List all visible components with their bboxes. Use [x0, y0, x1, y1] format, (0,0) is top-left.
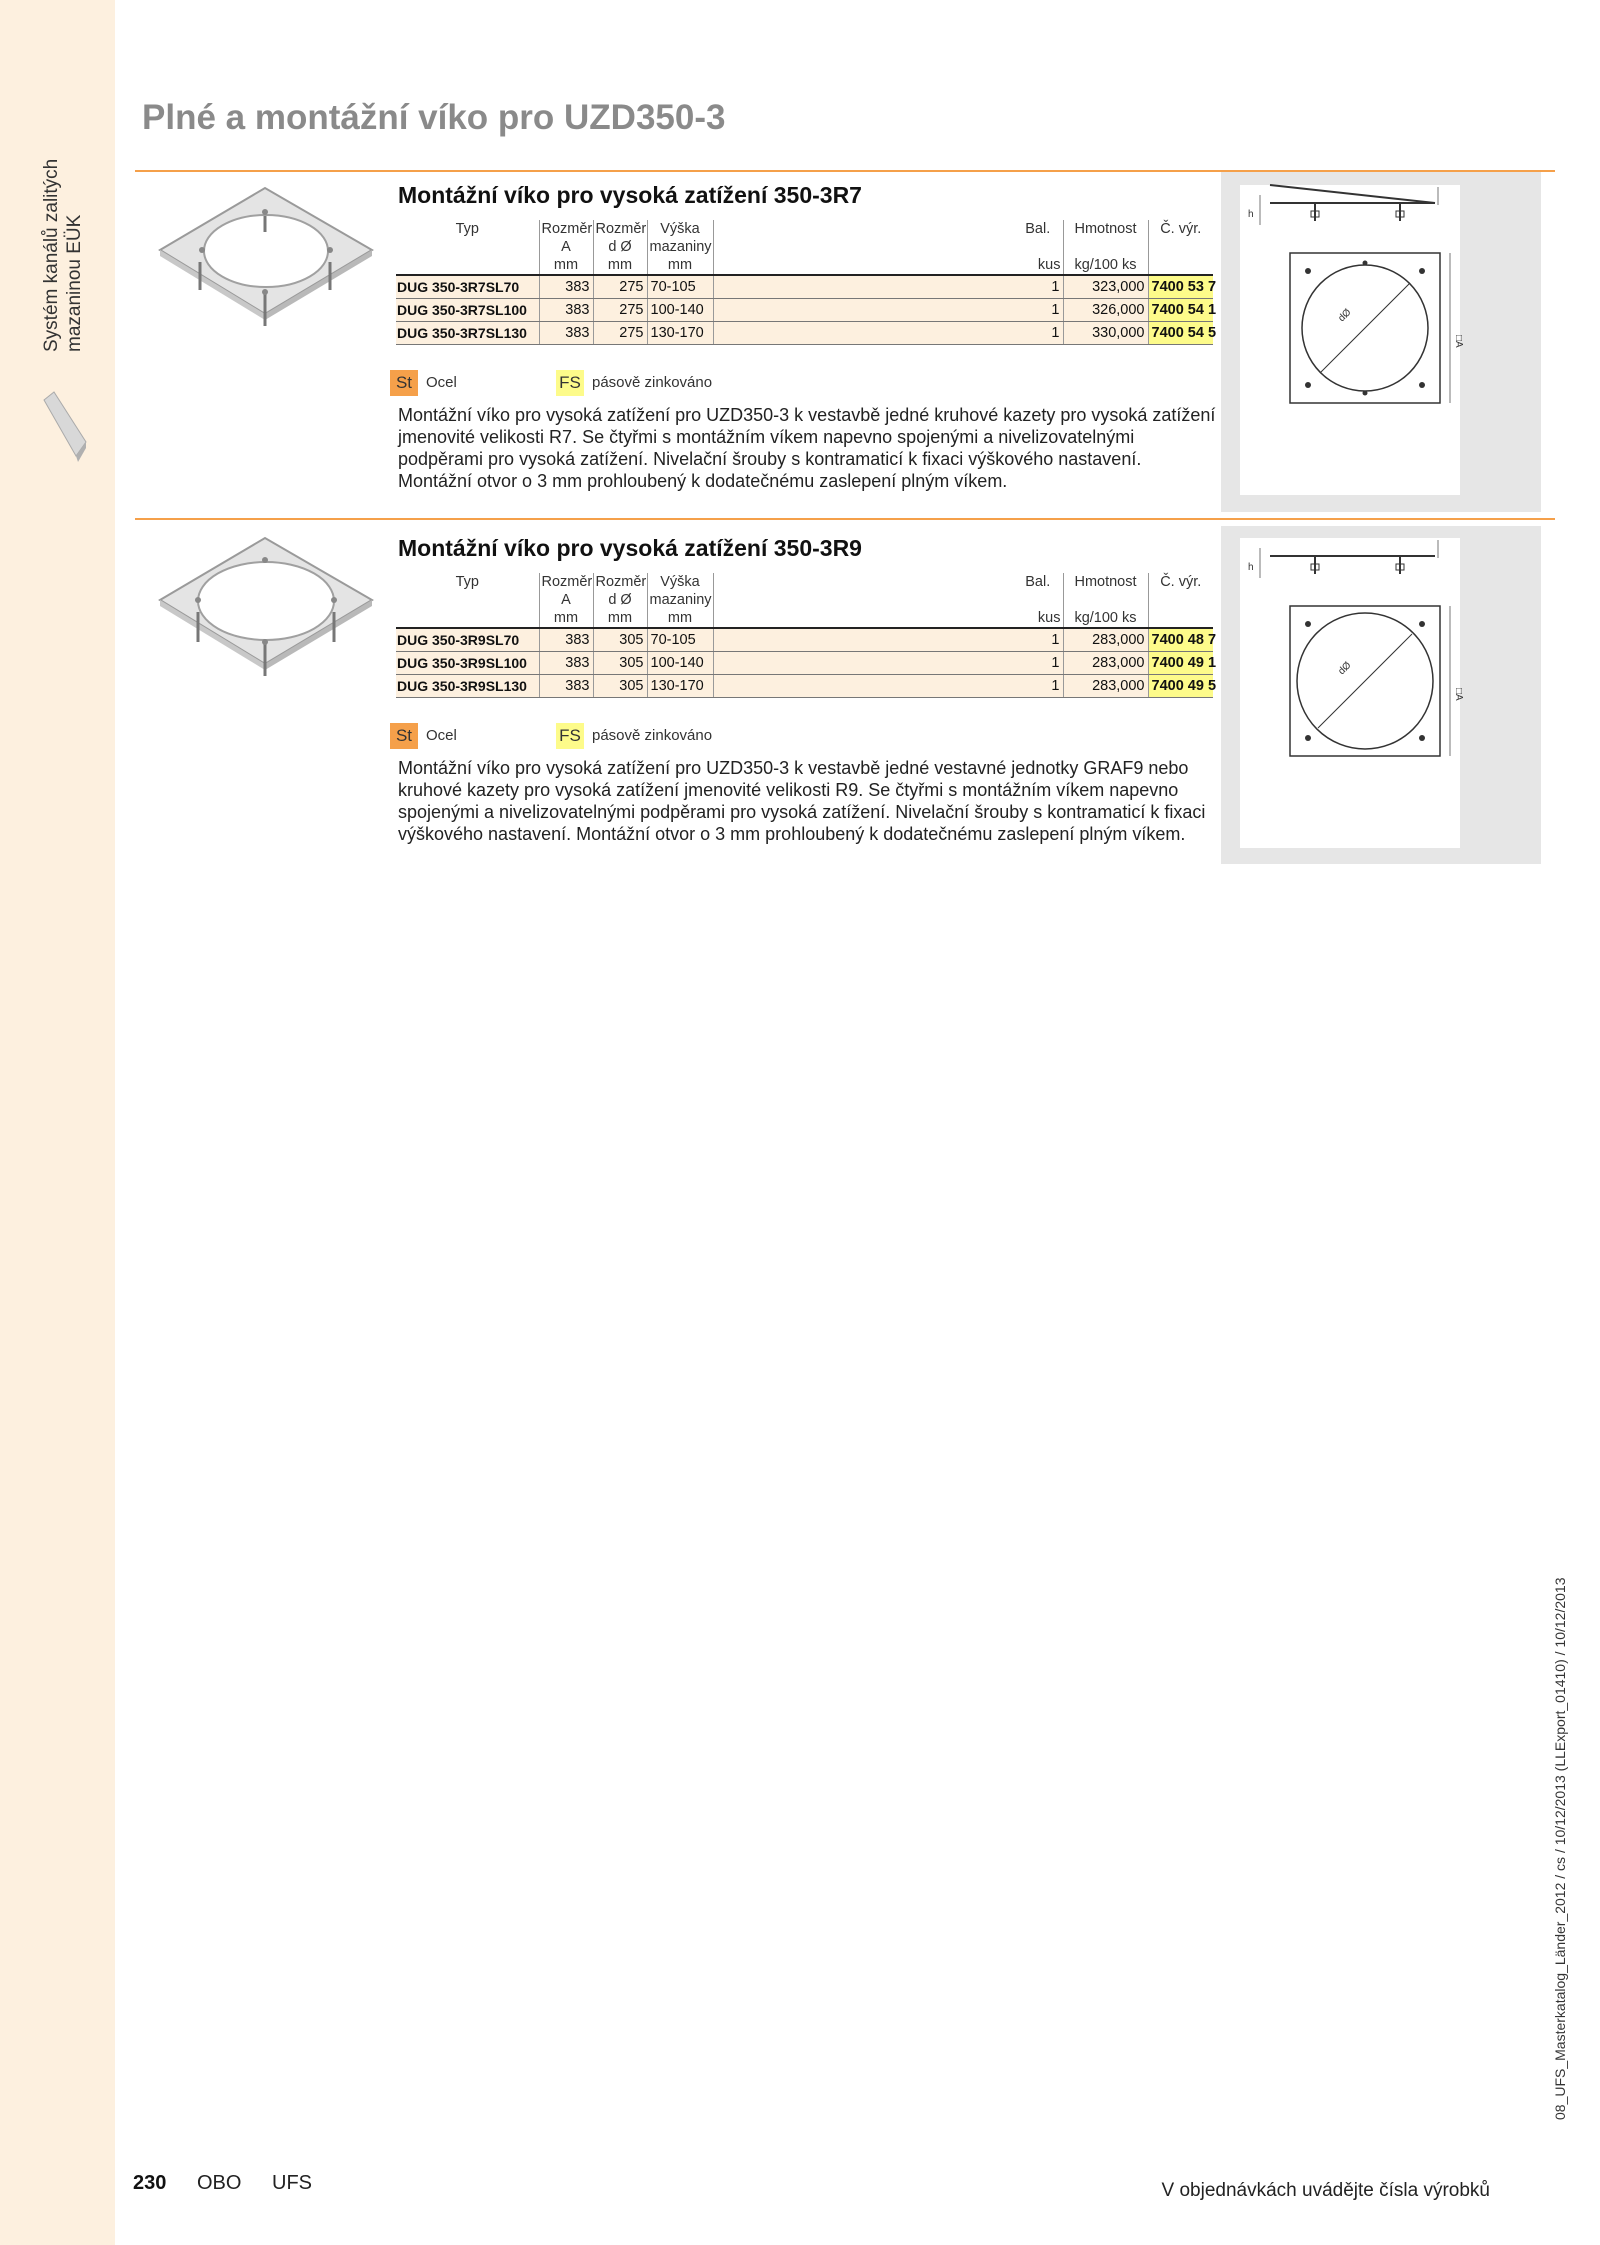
unit-hmotnost: kg/100 ks: [1063, 256, 1148, 275]
col-typ: Typ: [455, 221, 479, 237]
section-title: Montážní víko pro vysoká zatížení 350-3R9: [398, 535, 862, 561]
material-badge-fs: FS: [556, 370, 584, 396]
cell-cvyr: 7400 49 1: [1148, 652, 1213, 675]
dim-label-h: h: [1248, 562, 1254, 573]
product-photo-r9: [140, 530, 390, 680]
cell-vyska: 100-140: [647, 652, 713, 675]
unit-d: mm: [593, 256, 647, 275]
cell-cvyr: 7400 54 5: [1148, 322, 1213, 345]
page-number: 230: [133, 2172, 167, 2194]
cell-d: 305: [593, 652, 647, 675]
cell-typ: DUG 350-3R7SL100: [396, 299, 539, 322]
col-vyska: Výška mazaniny: [647, 573, 713, 609]
footer-brand: OBO: [197, 2172, 242, 2194]
cell-cvyr: 7400 48 7: [1148, 628, 1213, 652]
unit-d: mm: [593, 609, 647, 628]
sidebar-category: [40, 22, 86, 352]
material-legend: [390, 723, 790, 753]
spec-table-r7: [396, 220, 1217, 345]
cell-cvyr: 7400 54 1: [1148, 299, 1213, 322]
cell-hmotnost: 326,000: [1063, 299, 1148, 322]
table-row: [396, 675, 1213, 698]
material-badge-fs: FS: [556, 723, 584, 749]
cell-bal: 1: [1013, 652, 1063, 675]
unit-hmotnost: kg/100 ks: [1063, 609, 1148, 628]
technical-drawing-r9: [1240, 538, 1464, 848]
unit-vyska: mm: [647, 256, 713, 275]
cell-bal: 1: [1013, 322, 1063, 345]
col-hmotnost: Hmotnost: [1063, 220, 1148, 256]
footer-note: V objednávkách uvádějte čísla výrobků: [1161, 2180, 1490, 2201]
product-description: Montážní víko pro vysoká zatížení pro UZD350-3 k vestavbě jedné vestavné jednotky GRAF9 nebo kruhové kazety pro vysoká zatížení jmenovité velikosti R9. Se čtyřmi s montážním víkem napevno spojenými a nivelizovatelnými podpěrami pro vysoká zatížení. Nivelační šrouby s kontramaticí k fixaci výškového nastavení. Montážní otvor o 3 mm prohloubený k dodatečnému zaslepení plným víkem.: [398, 758, 1206, 844]
material-badge-st: St: [390, 723, 418, 749]
cell-d: 275: [593, 322, 647, 345]
cell-d: 305: [593, 628, 647, 652]
technical-drawing-r7: [1240, 185, 1464, 495]
spec-table-r9: [396, 573, 1217, 698]
dim-label-a: □A: [1453, 335, 1464, 348]
material-legend: [390, 370, 790, 400]
col-cvyr: Č. výr.: [1148, 573, 1213, 609]
cell-hmotnost: 283,000: [1063, 675, 1148, 698]
col-rozmer-a: Rozměr A: [539, 220, 593, 256]
page-title: Plné a montážní víko pro UZD350-3: [142, 98, 726, 137]
cell-d: 275: [593, 275, 647, 299]
table-row: [396, 628, 1213, 652]
col-bal: Bal.: [1025, 221, 1051, 237]
cell-typ: DUG 350-3R9SL100: [396, 652, 539, 675]
unit-vyska: mm: [647, 609, 713, 628]
col-vyska: Výška mazaniny: [647, 220, 713, 256]
material-label-fs: pásově zinkováno: [592, 726, 713, 744]
sidebar-category-line2: mazaninou EÜK: [64, 214, 85, 352]
col-hmotnost: Hmotnost: [1063, 573, 1148, 609]
cell-a: 383: [539, 652, 593, 675]
footer-product-line: UFS: [272, 2172, 312, 2194]
channel-icon: [40, 390, 88, 462]
dim-label-d: dØ: [1336, 306, 1354, 325]
cell-typ: DUG 350-3R9SL130: [396, 675, 539, 698]
unit-bal: kus: [1013, 609, 1063, 628]
print-metadata: 08_UFS_Masterkatalog_Länder_2012 / cs / 10/12/2013 (LLExport_01410) / 10/12/2013: [1552, 1577, 1568, 2120]
cell-a: 383: [539, 299, 593, 322]
dim-label-d: dØ: [1336, 659, 1354, 678]
cell-vyska: 70-105: [647, 628, 713, 652]
unit-a: mm: [539, 256, 593, 275]
col-rozmer-d: Rozměr d Ø: [593, 573, 647, 609]
col-cvyr: Č. výr.: [1148, 220, 1213, 256]
cell-typ: DUG 350-3R7SL70: [396, 275, 539, 299]
cell-d: 275: [593, 299, 647, 322]
cell-a: 383: [539, 628, 593, 652]
table-row: [396, 322, 1213, 345]
cell-a: 383: [539, 275, 593, 299]
dim-label-a: □A: [1453, 688, 1464, 701]
cell-vyska: 130-170: [647, 322, 713, 345]
cell-vyska: 100-140: [647, 299, 713, 322]
material-label-st: Ocel: [426, 373, 457, 391]
section-title: Montážní víko pro vysoká zatížení 350-3R7: [398, 182, 862, 208]
cell-a: 383: [539, 322, 593, 345]
cell-vyska: 70-105: [647, 275, 713, 299]
unit-a: mm: [539, 609, 593, 628]
cell-typ: DUG 350-3R9SL70: [396, 628, 539, 652]
sidebar-category-line1: Systém kanálů zalitých: [41, 158, 62, 352]
cell-bal: 1: [1013, 628, 1063, 652]
cell-hmotnost: 283,000: [1063, 628, 1148, 652]
cell-cvyr: 7400 49 5: [1148, 675, 1213, 698]
col-rozmer-a: Rozměr A: [539, 573, 593, 609]
cell-hmotnost: 323,000: [1063, 275, 1148, 299]
dim-label-h: h: [1248, 209, 1254, 220]
table-row: [396, 275, 1213, 299]
cell-vyska: 130-170: [647, 675, 713, 698]
col-typ: Typ: [455, 574, 479, 590]
cell-d: 305: [593, 675, 647, 698]
unit-bal: kus: [1013, 256, 1063, 275]
section-divider: [135, 518, 1555, 520]
product-photo-r7: [140, 180, 390, 330]
cell-typ: DUG 350-3R7SL130: [396, 322, 539, 345]
material-label-st: Ocel: [426, 726, 457, 744]
cell-bal: 1: [1013, 675, 1063, 698]
product-description: Montážní víko pro vysoká zatížení pro UZD350-3 k vestavbě jedné kruhové kazety pro vysoká zatížení jmenovité velikosti R7. Se čtyřmi s montážním víkem napevno spojenými a nivelizovatelnými podpěrami pro vysoká zatížení. Nivelační šrouby s kontramaticí k fixaci výškového nastavení. Montážní otvor o 3 mm prohloubený k dodatečnému zaslepení plným víkem.: [398, 405, 1216, 491]
cell-cvyr: 7400 53 7: [1148, 275, 1213, 299]
col-rozmer-d: Rozměr d Ø: [593, 220, 647, 256]
cell-a: 383: [539, 675, 593, 698]
table-row: [396, 652, 1213, 675]
cell-bal: 1: [1013, 275, 1063, 299]
cell-hmotnost: 330,000: [1063, 322, 1148, 345]
table-row: [396, 299, 1213, 322]
cell-hmotnost: 283,000: [1063, 652, 1148, 675]
col-bal: Bal.: [1025, 574, 1051, 590]
material-badge-st: St: [390, 370, 418, 396]
cell-bal: 1: [1013, 299, 1063, 322]
material-label-fs: pásově zinkováno: [592, 373, 713, 391]
